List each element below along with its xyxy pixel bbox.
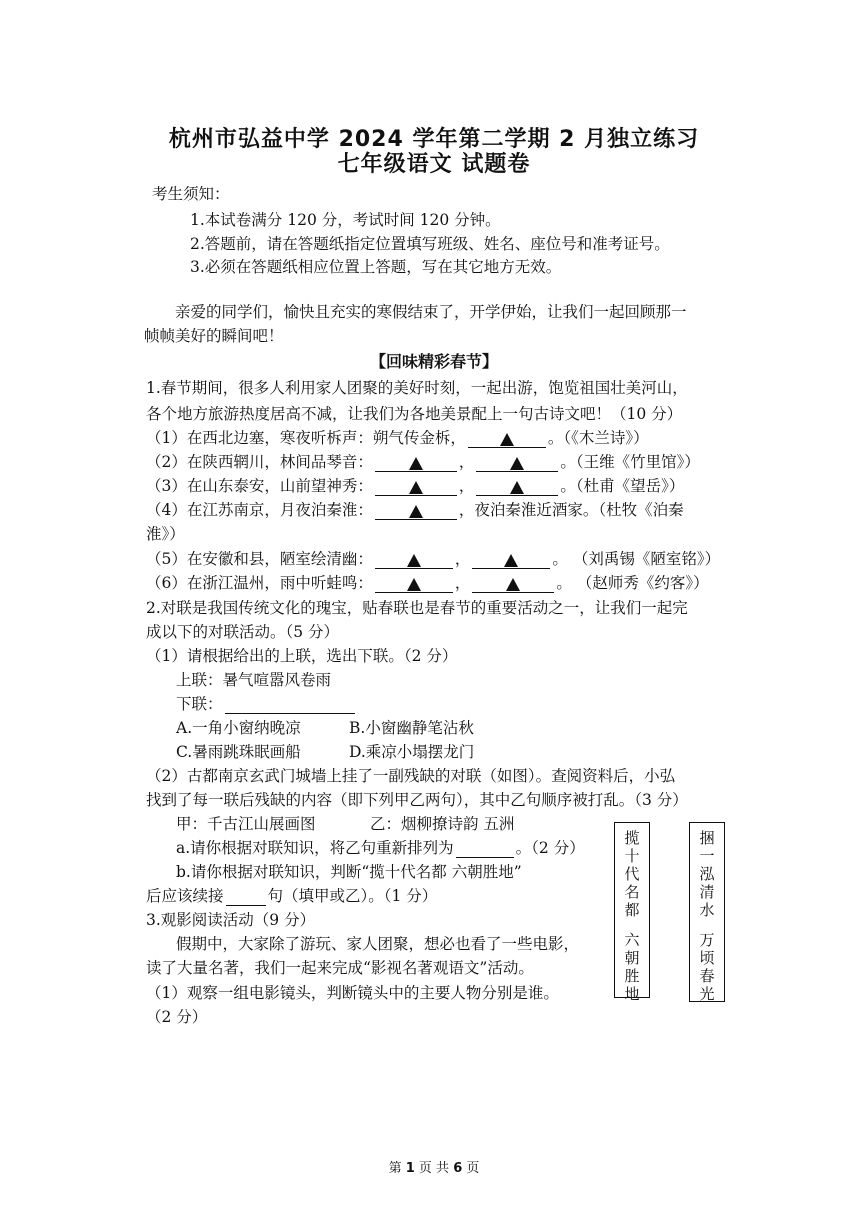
answer-blank[interactable]: [375, 455, 457, 472]
couplet-char: 地: [624, 985, 640, 1003]
answer-blank[interactable]: [375, 576, 453, 593]
answer-blank[interactable]: [226, 889, 266, 906]
couplet-char: 胜: [624, 967, 640, 985]
answer-blank[interactable]: [476, 479, 558, 496]
option-b: B.小窗幽静笔沾秋: [349, 719, 474, 737]
couplet-char: 都: [624, 901, 640, 919]
answer-blank[interactable]: [476, 455, 558, 472]
intro-line-2: 帧帧美好的瞬间吧！: [144, 327, 284, 345]
triangle-marker-icon: [409, 505, 423, 518]
notice-item-1: 1.本试卷满分 120 分，考试时间 120 分钟。: [190, 211, 501, 229]
triangle-marker-icon: [510, 457, 524, 470]
q2-upper-couplet: 上联：暑气喧嚣风卷雨: [176, 671, 332, 689]
triangle-marker-icon: [500, 433, 514, 446]
couplet-char: 光: [699, 985, 715, 1003]
q2-sub-2-line-2: 找到了每一联后残缺的内容（即下列甲乙两句），其中乙句顺序被打乱。（3 分）: [146, 791, 688, 809]
triangle-marker-icon: [409, 481, 423, 494]
q1-item-3: （3）在山东泰安，山前望神秀： ， 。（杜甫《望岳》）: [146, 477, 685, 495]
q1-line-2: 各个地方旅游热度居高不减，让我们为各地美景配上一句古诗文吧！（10 分）: [146, 405, 683, 423]
couplet-char: 朝: [624, 949, 640, 967]
q3-line-1: 假期中，大家除了游玩、家人团聚，想必也看了一些电影，: [176, 935, 580, 953]
answer-blank[interactable]: [472, 552, 550, 569]
section-title: 【回味精彩春节】: [369, 352, 498, 371]
q3-title: 3.观影阅读活动（9 分）: [146, 911, 316, 929]
q3-line-4: （2 分）: [146, 1008, 208, 1026]
page-number: 1: [405, 1161, 415, 1176]
q1-item-6: （6）在浙江温州，雨中听蛙鸣： ， 。 （赵师秀《约客》）: [146, 574, 709, 592]
option-a: A.一角小窗纳晚凉: [176, 719, 301, 737]
notice-heading: 考生须知：: [152, 185, 230, 203]
q2-a: a.请你根据对联知识，将乙句重新排列为 。（2 分）: [176, 839, 585, 857]
triangle-marker-icon: [510, 481, 524, 494]
couplet-char: 万: [699, 931, 715, 949]
q3-line-2: 读了大量名著，我们一起来完成“影视名著观语文”活动。: [146, 959, 534, 977]
q2-line-2: 成以下的对联活动。（5 分）: [146, 623, 340, 641]
answer-blank[interactable]: [468, 431, 546, 448]
total-pages: 6: [453, 1161, 463, 1176]
couplet-char: 泓: [699, 865, 715, 883]
exam-title: 杭州市弘益中学 2024 学年第二学期 2 月独立练习: [168, 127, 700, 152]
couplet-char: 十: [624, 847, 640, 865]
q2-sub-1: （1）请根据给出的上联，选出下联。（2 分）: [146, 647, 458, 665]
q3-line-3: （1）观察一组电影镜头，判断镜头中的主要人物分别是谁。: [146, 984, 559, 1002]
couplet-char: 春: [699, 967, 715, 985]
notice-item-3: 3.必须在答题纸相应位置上答题，写在其它地方无效。: [190, 258, 562, 276]
answer-blank[interactable]: [472, 576, 554, 593]
q1-item-5: （5）在安徽和县，陋室绘清幽： ， 。 （刘禹锡《陋室铭》）: [146, 550, 721, 568]
page-footer: 第 1 页 共 6 页: [388, 1161, 480, 1176]
triangle-marker-icon: [504, 554, 518, 567]
q2-b-line-2: 后应该续接 句（填甲或乙）。（1 分）: [146, 887, 438, 905]
answer-blank[interactable]: [375, 479, 457, 496]
couplet-char: 捆: [699, 829, 715, 847]
q1-item-4-cont: 淮》）: [146, 525, 185, 543]
q2-b-line-1: b.请你根据对联知识，判断“揽十代名都 六朝胜地”: [176, 863, 522, 881]
q1-item-1: （1）在西北边塞，寒夜听柝声：朔气传金柝， 。（《木兰诗》）: [146, 429, 649, 447]
q2-sub-2-line-1: （2）古都南京玄武门城墙上挂了一副残缺的对联（如图）。查阅资料后，小弘: [146, 767, 676, 785]
couplet-char: 一: [699, 847, 715, 865]
q2-line-1: 2.对联是我国传统文化的瑰宝，贴春联也是春节的重要活动之一，让我们一起完: [146, 599, 688, 617]
q2-jia: 甲：千古江山展画图: [176, 815, 316, 833]
couplet-char: 顷: [699, 949, 715, 967]
q1-line-1: 1.春节期间，很多人利用家人团聚的美好时刻，一起出游，饱览祖国壮美河山，: [146, 379, 688, 397]
q2-lower-couplet: 下联：: [176, 694, 357, 714]
option-d: D.乘凉小塌摆龙门: [349, 743, 475, 761]
couplet-char: 清: [699, 883, 715, 901]
answer-blank[interactable]: [375, 503, 457, 520]
triangle-marker-icon: [506, 578, 520, 591]
triangle-marker-icon: [407, 554, 421, 567]
couplet-char: 名: [624, 883, 640, 901]
couplet-char: 六: [624, 931, 640, 949]
couplet-char: 水: [699, 901, 715, 919]
couplet-char: 代: [624, 865, 640, 883]
notice-item-2: 2.答题前，请在答题纸指定位置填写班级、姓名、座位号和准考证号。: [190, 235, 670, 253]
q1-item-4: （4）在江苏南京，月夜泊秦淮： ，夜泊秦淮近酒家。（杜牧《泊秦: [146, 501, 684, 519]
couplet-char: 揽: [624, 829, 640, 847]
triangle-marker-icon: [409, 457, 423, 470]
triangle-marker-icon: [407, 578, 421, 591]
exam-subtitle: 七年级语文 试题卷: [337, 152, 531, 177]
intro-line-1: 亲爱的同学们，愉快且充实的寒假结束了，开学伊始，让我们一起回顾那一: [175, 303, 687, 321]
option-c: C.暑雨跳珠眠画船: [176, 743, 301, 761]
answer-blank[interactable]: [456, 841, 514, 858]
q2-yi: 乙：烟柳撩诗韵 五洲: [370, 815, 515, 833]
answer-blank[interactable]: [375, 552, 453, 569]
couplet-left-box: [614, 822, 650, 1003]
q1-item-2: （2）在陕西辋川，林间品琴音： ， 。（王维《竹里馆》）: [146, 453, 700, 471]
answer-blank[interactable]: [225, 697, 355, 714]
couplet-right-box: [689, 822, 725, 1002]
